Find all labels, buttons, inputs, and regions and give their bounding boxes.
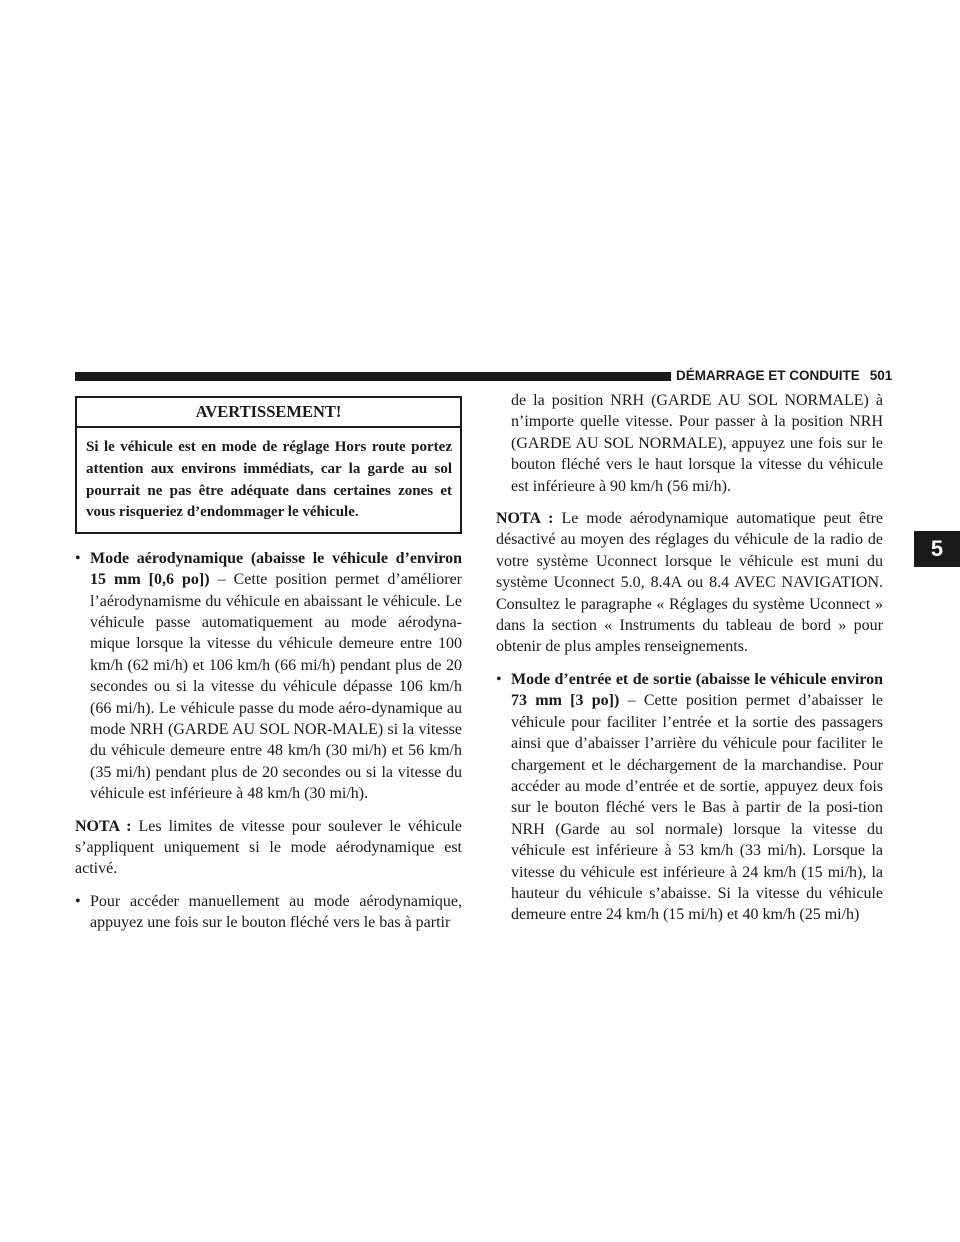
header-rule [75,372,671,381]
section-title: DÉMARRAGE ET CONDUITE [676,368,860,383]
right-column [496,390,883,937]
note-speed-limits [75,816,462,880]
bullet-aero-mode [75,548,462,805]
note-text: Le mode aérodynamique automatique peut être désactivé au moyen des réglages du véhicule de la radio de votre système Uconnect lorsque le véhicule est muni du système Uconnect 5.0, 8.4A ou 8.4 AVEC NAVIGATION. Consultez le paragraphe « Réglages du système Uconnect » dans la section « Instruments du tableau de bord » pour obtenir de plus amples renseignements. [496,510,884,656]
warning-title: AVERTISSEMENT! [77,398,460,428]
bullet-entry-heading: Mode d’entrée et de sortie (abaisse le véhicule environ 73 mm [3 po]) [511,670,883,710]
warning-body: Si le véhicule est en mode de réglage Hors route portez attention aux environs immédiats, car la garde au sol pourrait ne pas être adéquate dans certaines zones et vous risqueriez d’endommager le véhicule. [86,439,452,521]
bullet-aero-heading: Mode aérodynamique (abaisse le véhicule d’environ 15 mm [0,6 po]) [90,549,462,589]
bullet-manual-continued: de la position NRH (GARDE AU SOL NORMALE) à n’importe quelle vitesse. Pour passer à la position NRH (GARDE AU SOL NORMALE), appuyez une fois sur le bouton fléché vers le haut lorsque la vitesse du véhicule est inférieure à 90 km/h (56 mi/h). [511,392,883,495]
bullet-entry-exit-mode [496,669,883,926]
bullet-glyph: • [75,892,81,910]
bullet-glyph: • [75,549,81,567]
bullet-entry-text: – Cette position permet d’abaisser le véhicule pour faciliter l’entrée et la sortie des passagers ainsi que d’abaisser l’arrière du véhicule pour faciliter le chargement et le déchargement de la marchandise. Pour accéder au mode d’entrée et de sortie, appuyez deux fois sur le bouton fléché vers le Bas à partir de la posi-tion NRH (Garde au sol normale) lorsque la vitesse du véhicule est inférieure à 53 km/h (33 mi/h). Lorsque la vitesse du véhicule est inférieure à 24 km/h (15 mi/h), la hauteur du véhicule s’abaisse. Si la vitesse du véhicule demeure entre 24 km/h (15 mi/h) et 40 km/h (25 mi/h) [511,692,883,924]
note-text: Les limites de vitesse pour soulever le véhicule s’appliquent uniquement si le mode aérodynamique est activé. [75,817,463,878]
warning-box [75,396,462,534]
note-label: NOTA : [75,817,132,835]
running-header [676,366,894,386]
bullet-manual-aero [75,891,462,934]
bullet-aero-text: – Cette position permet d’améliorer l’aérodynamisme du véhicule en abaissant le véhicule. Le véhicule passe automatiquement au mode aérodyna-mique lorsque la vitesse du véhicule demeure entre 100 km/h (62 mi/h) et 106 km/h (66 mi/h) pendant plus de 20 secondes ou si la vitesse du véhicule dépasse 106 km/h (66 mi/h). Le véhicule passe du mode aéro-dynamique au mode NRH (GARDE AU SOL NOR-MALE) si la vitesse du véhicule demeure entre 48 km/h (30 mi/h) et 56 km/h (35 mi/h) pendant plus de 20 secondes ou si la vitesse du véhicule est inférieure à 48 km/h (30 mi/h). [90,571,463,803]
bullet-glyph: • [496,670,502,688]
note-label: NOTA : [496,510,554,528]
note-uconnect [496,508,883,658]
chapter-tab: 5 [914,531,960,567]
page-number: 501 [869,368,893,383]
bullet-manual-text: Pour accéder manuellement au mode aérodynamique, appuyez une fois sur le bouton fléché vers le bas à partir [90,892,462,932]
left-column [75,396,462,945]
